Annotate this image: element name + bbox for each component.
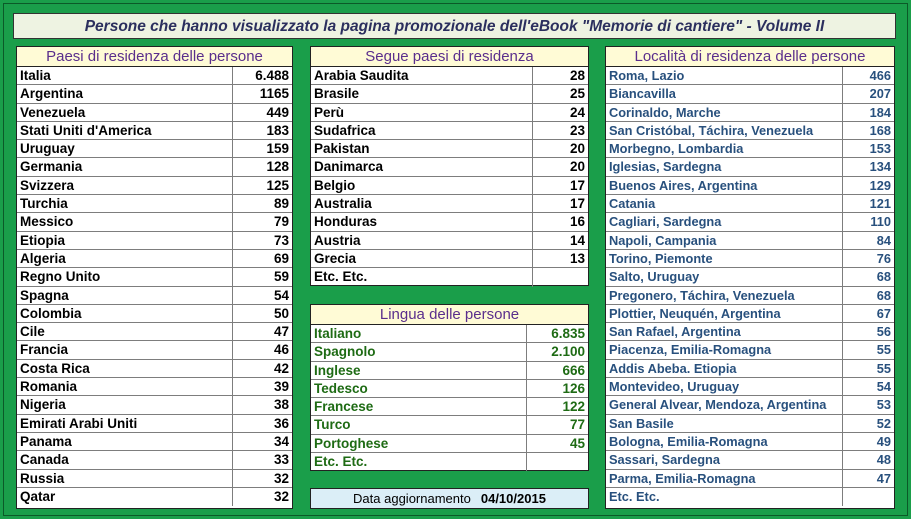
row-value: 168 <box>869 122 891 138</box>
table-row <box>606 451 894 469</box>
table-row <box>17 232 292 250</box>
table-row <box>606 104 894 122</box>
row-value: 67 <box>876 305 891 321</box>
table-row <box>17 195 292 213</box>
countries-table <box>16 46 293 509</box>
row-name: Inglese <box>311 362 527 379</box>
table-row <box>606 378 894 396</box>
row-value: 20 <box>569 141 585 157</box>
row-value: 666 <box>562 362 585 378</box>
row-value: 50 <box>273 305 289 321</box>
row-value: 73 <box>273 232 289 248</box>
row-value: 38 <box>273 397 289 413</box>
row-value: 53 <box>876 397 891 413</box>
row-value: 16 <box>569 214 585 230</box>
row-value: 20 <box>569 159 585 175</box>
row-name: Venezuela <box>17 104 233 121</box>
row-value: 46 <box>273 342 289 358</box>
table-row <box>17 158 292 176</box>
row-value: 68 <box>876 287 891 303</box>
update-box <box>310 488 589 509</box>
row-name: Portoghese <box>311 435 527 452</box>
table-row <box>606 232 894 250</box>
row-value: 42 <box>273 360 289 376</box>
table-row <box>17 287 292 305</box>
row-name: Napoli, Campania <box>606 232 843 249</box>
table-row <box>17 268 292 286</box>
table-row <box>311 122 588 140</box>
row-value: 25 <box>569 86 585 102</box>
row-value: 17 <box>569 177 585 193</box>
row-value: 49 <box>876 433 891 449</box>
table-row <box>311 195 588 213</box>
table-row <box>311 343 588 361</box>
row-name: Svizzera <box>17 177 233 194</box>
row-name: Francese <box>311 398 527 415</box>
row-name: Roma, Lazio <box>606 67 843 84</box>
row-value: 55 <box>876 342 891 358</box>
row-value: 134 <box>869 159 891 175</box>
row-name: Tedesco <box>311 380 527 397</box>
row-value: 6.488 <box>255 68 289 83</box>
row-value: 32 <box>273 488 289 504</box>
table-row <box>17 104 292 122</box>
row-name: Spagnolo <box>311 343 527 360</box>
table-row <box>17 433 292 451</box>
row-name: Montevideo, Uruguay <box>606 378 843 395</box>
row-value: 84 <box>876 232 891 248</box>
table-row <box>311 362 588 380</box>
table-row <box>17 122 292 140</box>
row-value: 110 <box>870 214 891 230</box>
row-name: Canada <box>17 451 233 468</box>
languages-header: Lingua delle persone <box>311 305 588 325</box>
table-row <box>17 323 292 341</box>
table-row <box>311 213 588 231</box>
table-row <box>17 396 292 414</box>
row-value: 129 <box>869 177 891 193</box>
table-row <box>17 378 292 396</box>
row-value: 13 <box>569 250 585 266</box>
row-name: Parma, Emilia-Romagna <box>606 470 843 487</box>
table-row <box>606 396 894 414</box>
more-countries-table <box>310 46 589 286</box>
table-row <box>606 268 894 286</box>
row-value: 125 <box>266 177 289 193</box>
table-row <box>17 213 292 231</box>
row-name: Panama <box>17 433 233 450</box>
row-value <box>533 268 588 286</box>
more-countries-header: Segue paesi di residenza <box>311 47 588 67</box>
row-name: Germania <box>17 158 233 175</box>
table-row <box>311 104 588 122</box>
row-name: Italiano <box>311 325 527 342</box>
row-name: Regno Unito <box>17 268 233 285</box>
row-value: 54 <box>876 379 891 395</box>
row-value: 126 <box>562 380 585 396</box>
row-value: 2.100 <box>551 344 585 360</box>
table-row <box>606 177 894 195</box>
row-name: Colombia <box>17 305 233 322</box>
row-name: Danimarca <box>311 158 533 175</box>
row-value: 1165 <box>259 86 289 102</box>
row-name: General Alvear, Mendoza, Argentina <box>606 396 843 413</box>
row-name: Turco <box>311 416 527 433</box>
table-row <box>606 158 894 176</box>
row-name: Torino, Piemonte <box>606 250 843 267</box>
row-value: 34 <box>273 433 289 449</box>
row-name: Buenos Aires, Argentina <box>606 177 843 194</box>
table-row <box>606 140 894 158</box>
table-row <box>606 85 894 103</box>
row-value: 79 <box>273 214 289 230</box>
row-name: Argentina <box>17 85 233 102</box>
table-row <box>606 360 894 378</box>
row-name: Salto, Uruguay <box>606 268 843 285</box>
row-value: 183 <box>266 122 289 138</box>
row-value: 68 <box>876 269 891 285</box>
row-name: Honduras <box>311 213 533 230</box>
table-row <box>311 177 588 195</box>
table-row <box>17 250 292 268</box>
row-value: 14 <box>569 232 585 248</box>
row-value: 55 <box>876 360 891 376</box>
row-name: Romania <box>17 378 233 395</box>
row-name: Cagliari, Sardegna <box>606 213 843 230</box>
row-value: 24 <box>569 104 585 120</box>
table-row <box>311 232 588 250</box>
row-value: 39 <box>273 379 289 395</box>
row-value: 45 <box>569 435 585 451</box>
row-value: 121 <box>869 196 891 212</box>
row-name: Corinaldo, Marche <box>606 104 843 121</box>
row-value: 59 <box>273 269 289 285</box>
row-name: Russia <box>17 470 233 487</box>
row-name: Qatar <box>17 488 233 506</box>
row-name: Plottier, Neuquén, Argentina <box>606 305 843 322</box>
row-name: Nigeria <box>17 396 233 413</box>
table-row <box>17 488 292 506</box>
languages-table <box>310 304 589 471</box>
table-row <box>311 416 588 434</box>
row-name: Etiopia <box>17 232 233 249</box>
table-row <box>606 122 894 140</box>
row-value <box>527 453 588 471</box>
row-value: 184 <box>869 104 891 120</box>
row-value: 153 <box>869 141 891 157</box>
row-name: Austria <box>311 232 533 249</box>
row-name: Arabia Saudita <box>311 67 533 84</box>
update-label: Data aggiornamento <box>353 491 471 506</box>
row-name: Belgio <box>311 177 533 194</box>
row-value: 52 <box>876 415 891 431</box>
table-row <box>606 470 894 488</box>
row-name: Etc. Etc. <box>311 453 527 471</box>
table-row <box>606 213 894 231</box>
table-row <box>606 341 894 359</box>
localities-header: Località di residenza delle persone <box>606 47 894 67</box>
row-name: Italia <box>17 67 233 84</box>
table-row <box>17 67 292 85</box>
table-row <box>311 158 588 176</box>
row-value: 449 <box>266 104 289 120</box>
row-value: 89 <box>273 196 289 212</box>
row-name: Piacenza, Emilia-Romagna <box>606 341 843 358</box>
row-name: Australia <box>311 195 533 212</box>
row-name: Messico <box>17 213 233 230</box>
table-row <box>606 67 894 85</box>
row-name: Iglesias, Sardegna <box>606 158 843 175</box>
row-name: Bologna, Emilia-Romagna <box>606 433 843 450</box>
table-row <box>17 341 292 359</box>
table-row <box>606 250 894 268</box>
table-row <box>606 415 894 433</box>
row-value: 54 <box>273 287 289 303</box>
row-value: 128 <box>266 159 289 175</box>
row-value: 47 <box>273 324 289 340</box>
table-row <box>311 380 588 398</box>
row-name: Biancavilla <box>606 85 843 102</box>
table-row <box>17 415 292 433</box>
localities-table <box>605 46 895 509</box>
row-value: 69 <box>273 250 289 266</box>
row-value: 48 <box>876 452 891 468</box>
row-value: 76 <box>876 250 891 266</box>
row-name: Pregonero, Táchira, Venezuela <box>606 287 843 304</box>
table-row <box>606 433 894 451</box>
table-row <box>311 398 588 416</box>
row-name: Sudafrica <box>311 122 533 139</box>
table-row <box>311 325 588 343</box>
table-row <box>606 488 894 506</box>
table-row <box>17 177 292 195</box>
row-name: San Basile <box>606 415 843 432</box>
table-row <box>311 435 588 453</box>
row-name: Turchia <box>17 195 233 212</box>
table-row <box>17 360 292 378</box>
row-value: 28 <box>569 68 585 83</box>
row-name: Grecia <box>311 250 533 267</box>
row-value: 122 <box>562 399 585 415</box>
row-name: San Rafael, Argentina <box>606 323 843 340</box>
row-name: Perù <box>311 104 533 121</box>
table-row <box>606 195 894 213</box>
table-row <box>311 67 588 85</box>
row-name: Morbegno, Lombardia <box>606 140 843 157</box>
table-row <box>17 140 292 158</box>
table-row <box>311 268 588 286</box>
table-row <box>311 85 588 103</box>
row-value: 466 <box>869 68 891 83</box>
row-name: Brasile <box>311 85 533 102</box>
row-name: Sassari, Sardegna <box>606 451 843 468</box>
row-value: 47 <box>876 470 891 486</box>
row-value: 207 <box>869 86 891 102</box>
row-value: 17 <box>569 196 585 212</box>
row-value: 6.835 <box>551 326 585 341</box>
table-row <box>311 250 588 268</box>
table-row <box>17 451 292 469</box>
row-value: 32 <box>273 470 289 486</box>
table-row <box>606 323 894 341</box>
row-name: Uruguay <box>17 140 233 157</box>
row-value: 159 <box>266 141 289 157</box>
row-name: San Cristóbal, Táchira, Venezuela <box>606 122 843 139</box>
row-name: Etc. Etc. <box>311 268 533 286</box>
table-row <box>311 140 588 158</box>
table-row <box>17 305 292 323</box>
update-date: 04/10/2015 <box>480 491 546 506</box>
row-name: Addis Abeba. Etiopia <box>606 360 843 377</box>
countries-header: Paesi di residenza delle persone <box>17 47 292 67</box>
table-row <box>17 85 292 103</box>
row-name: Cile <box>17 323 233 340</box>
row-value: 56 <box>876 324 891 340</box>
row-value: 33 <box>273 452 289 468</box>
row-value <box>843 488 894 506</box>
row-name: Pakistan <box>311 140 533 157</box>
row-name: Spagna <box>17 287 233 304</box>
table-row <box>606 287 894 305</box>
row-name: Costa Rica <box>17 360 233 377</box>
table-row <box>606 305 894 323</box>
page-title: Persone che hanno visualizzato la pagina promozionale dell'eBook "Memorie di cantiere" - Volume II <box>13 13 896 39</box>
row-name: Emirati Arabi Uniti <box>17 415 233 432</box>
table-row <box>311 453 588 471</box>
table-row <box>17 470 292 488</box>
row-name: Francia <box>17 341 233 358</box>
row-name: Etc. Etc. <box>606 488 843 506</box>
row-name: Stati Uniti d'America <box>17 122 233 139</box>
row-value: 77 <box>569 417 585 433</box>
row-name: Algeria <box>17 250 233 267</box>
row-name: Catania <box>606 195 843 212</box>
row-value: 36 <box>273 415 289 431</box>
row-value: 23 <box>569 122 585 138</box>
